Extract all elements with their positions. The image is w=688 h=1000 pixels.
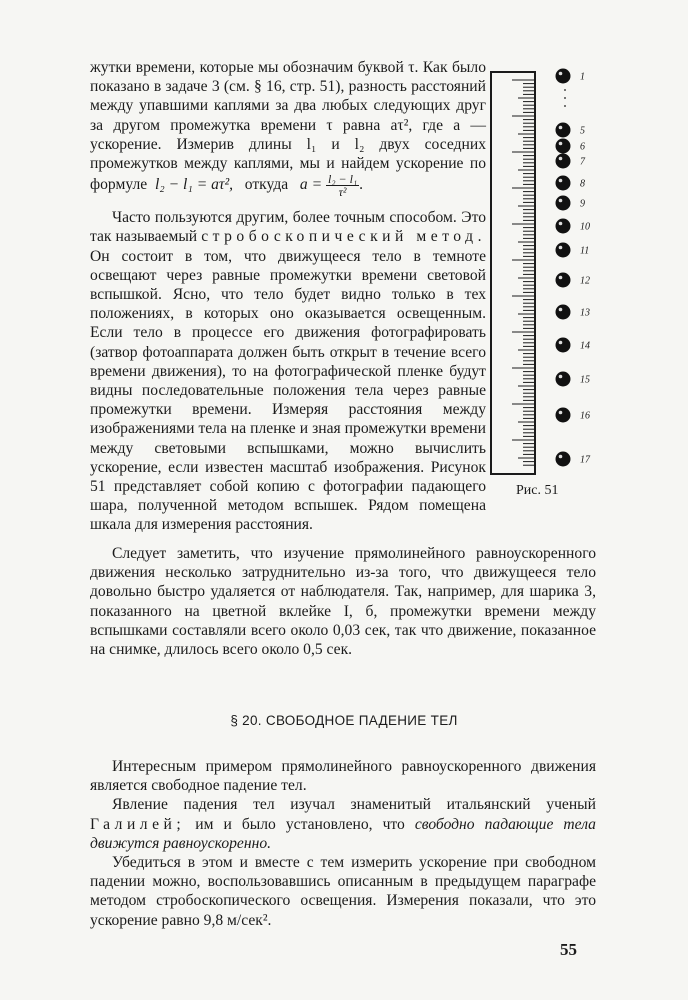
ball-image	[556, 196, 571, 211]
ball-highlight	[559, 222, 563, 226]
gap-dot	[564, 89, 566, 91]
formula-main: l₂ − l₁ = aτ²,	[154, 176, 234, 194]
ball-number-label: 1	[580, 71, 585, 83]
ball-number-label: 16	[580, 410, 590, 422]
ball-highlight	[559, 276, 563, 280]
ball-highlight	[559, 126, 563, 130]
ball-number-label: 10	[580, 221, 590, 233]
formula-fraction	[326, 173, 359, 198]
section-heading: § 20. СВОБОДНОЕ ПАДЕНИЕ ТЕЛ	[230, 713, 458, 728]
fraction-numerator: l₂ − l₁	[328, 172, 358, 187]
paragraph-5-italic: свободно падающие тела движутся равноускоренно.	[90, 815, 596, 852]
ball-highlight	[559, 411, 563, 415]
paragraph-5-mid: им и было установлено, что	[195, 815, 405, 833]
scale-frame	[491, 72, 535, 474]
ball-highlight	[559, 455, 563, 459]
ball-highlight	[559, 341, 563, 345]
ball-highlight	[559, 246, 563, 250]
ball-highlight	[559, 179, 563, 183]
formula	[151, 172, 364, 200]
paragraph-2	[90, 208, 486, 534]
ball-image	[556, 123, 571, 138]
ball-image	[556, 338, 571, 353]
ball-image	[556, 408, 571, 423]
ball-image	[556, 176, 571, 191]
ball-number-label: 13	[580, 307, 590, 319]
ball-number-label: 11	[580, 245, 590, 257]
ball-highlight	[559, 199, 563, 203]
gap-dot	[564, 97, 566, 99]
ball-image	[556, 452, 571, 467]
ball-number-label: 15	[580, 374, 590, 386]
formula-word: откуда	[244, 176, 289, 194]
paragraph-5-start: Явление падения тел изучал знаменитый итальянский ученый	[112, 796, 596, 814]
paragraph-5-name: Галилей;	[90, 815, 186, 833]
paragraph-3: Следует заметить, что изучение прямолинейного равноускоренного движения несколько затруднительно из-за того, что движущееся тело довольно быстро удаляется от наблюдателя. Так, например, для шарика 3, показанного на цветной вклейке I, б, промежутки времени между вспышками составляли всего около 0,03 сек, так что движение, показанное на снимке, длилось всего около 0,5 сек.	[90, 545, 596, 659]
ball-image	[556, 273, 571, 288]
section-text	[90, 757, 596, 930]
paragraph-2-rest: Он состоит в том, что движущееся тело в темноте освещают через равные промежутки времени световой вспышкой. Ясно, что тело будет видно только в тех положениях, в которых оно оказывается освещенным. Если тело в процессе его движения фотографировать (затвор фотоаппарата должен быть открыт в течение всего времени движения), то на фотографической пленке будут видны последовательные положения тела через равные промежутки времени. Измеряя расстояния между изображениями тела на пленке и зная промежутки времени между световыми вспышками, можно вычислить ускорение, если известен масштаб изображения. Рисунок 51 представляет собой копию с фотографии падающего шара, полученной методом вспышек. Рядом помещена шкала для измерения расстояния.	[90, 247, 486, 534]
fraction-denominator: τ²	[338, 185, 347, 200]
ball-image	[556, 139, 571, 154]
ball-number-label: 12	[580, 275, 590, 287]
figure-caption: Рис. 51	[516, 483, 559, 498]
ball-image	[556, 243, 571, 258]
ball-image	[556, 372, 571, 387]
page-number: 55	[560, 940, 577, 959]
ball-image	[556, 154, 571, 169]
ball-highlight	[559, 375, 563, 379]
text-column-full	[90, 544, 596, 659]
ball-highlight	[559, 308, 563, 312]
ball-image	[556, 305, 571, 320]
paragraph-6: Убедиться в этом и вместе с тем измерить ускорение при свободном падении можно, воспользовавшись описанным в предыдущем параграфе методом стробоскопического освещения. Измерения показали, что это ускорение равно 9,8 м/сек².	[90, 854, 596, 929]
paragraph-5	[90, 795, 596, 853]
ball-number-label: 6	[580, 141, 585, 153]
ball-number-label: 5	[580, 125, 585, 137]
falling-ball-images	[556, 69, 592, 467]
paragraph-2-spaced: стробоскопический метод.	[201, 228, 486, 246]
ball-image	[556, 69, 571, 84]
paragraph-1	[90, 58, 486, 198]
formula-end: .	[359, 176, 364, 194]
ball-number-label: 8	[580, 178, 585, 190]
ball-image	[556, 219, 571, 234]
gap-dot	[564, 105, 566, 107]
ball-highlight	[559, 157, 563, 161]
ball-number-label: 14	[580, 340, 590, 352]
ball-number-label: 7	[580, 156, 585, 168]
ball-highlight	[559, 72, 563, 76]
paragraph-2-start: Часто пользуются другим, более точным способом. Это так называемый	[90, 209, 486, 246]
formula-lhs: a =	[299, 176, 323, 194]
ball-highlight	[559, 142, 563, 146]
scale-ticks	[512, 80, 534, 465]
paragraph-1-text: жутки времени, которые мы обозначим буквой τ. Как было показано в задаче 3 (см. § 16, стр. 51), разность расстояний между упавшими каплями за два любых следующих друг за другом промежутка времени τ равна aτ², где a — ускорение. Измерив длины l₁ и l₂ двух соседних промежутков между каплями, мы и найдем ускорение по формуле	[90, 59, 486, 194]
ball-number-label: 17	[580, 454, 590, 466]
text-column-narrow	[90, 58, 486, 535]
figure-51-stroboscopic-photo	[490, 68, 610, 488]
paragraph-4: Интересным примером прямолинейного равноускоренного движения является свободное падение тел.	[90, 758, 596, 795]
ball-number-label: 9	[580, 198, 585, 210]
